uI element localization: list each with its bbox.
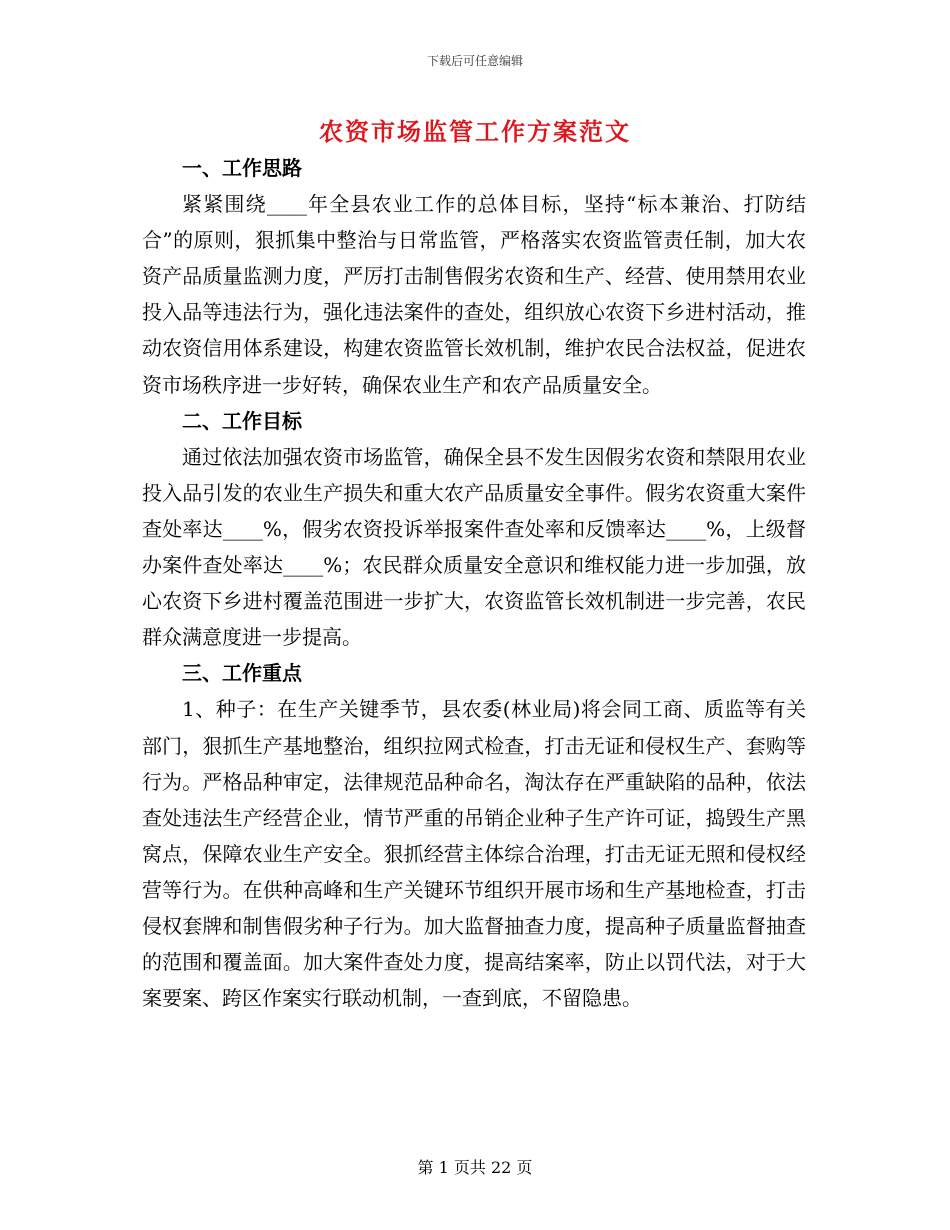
- section-heading-goals: 二、工作目标: [182, 408, 302, 433]
- page-number-footer: 第 1 页共 22 页: [417, 1158, 533, 1177]
- document-title: 农资市场监管工作方案范文: [319, 117, 631, 146]
- page-header-note: 下载后可任意编辑: [426, 54, 523, 68]
- section-heading-thinking: 一、工作思路: [182, 156, 302, 180]
- section-heading-priorities: 三、工作重点: [182, 661, 302, 686]
- section-paragraph-thinking: 紧紧围绕____年全县农业工作的总体目标，坚持“标本兼治、打防结合”的原则，狠抓集中整治与日常监管，严格落实农资监管责任制，加大农资产品质量监测力度，严厉打击制售假劣农资和生产、经营、使用禁用农业投入品等违法行为，强化违法案件的查处，组织放心农资下乡进村活动，推动农资信用体系建设，构建农资监管长效机制，维护农民合法权益，促进农资市场秩序进一步好转，确保农业生产和农产品质量安全。: [142, 192, 806, 397]
- section-paragraph-goals: 通过依法加强农资市场监管，确保全县不发生因假劣农资和禁限用农业投入品引发的农业生产损失和重大农产品质量安全事件。假劣农资重大案件查处率达____%，假劣农资投诉举报案件查处率和反馈率达____%，上级督办案件查处率达____%；农民群众质量安全意识和维权能力进一步加强，放心农资下乡进村覆盖范围进一步扩大，农资监管长效机制进一步完善，农民群众满意度进一步提高。: [142, 444, 806, 650]
- document-body: [142, 150, 806, 1016]
- section-paragraph-priorities: 1、种子：在生产关键季节，县农委(林业局)将会同工商、质监等有关部门，狠抓生产基地整治，组织拉网式检查，打击无证和侵权生产、套购等行为。严格品种审定，法律规范品种命名，淘汰存在严重缺陷的品种，依法查处违法生产经营企业，情节严重的吊销企业种子生产许可证，捣毁生产黑窝点，保障农业生产安全。狠抓经营主体综合治理，打击无证无照和侵权经营等行为。在供种高峰和生产关键环节组织开展市场和生产基地检查，打击侵权套牌和制售假劣种子行为。加大监督抽查力度，提高种子质量监督抽查的范围和覆盖面。加大案件查处力度，提高结案率，防止以罚代法，对于大案要案、跨区作案实行联动机制，一查到底，不留隐患。: [142, 697, 806, 1011]
